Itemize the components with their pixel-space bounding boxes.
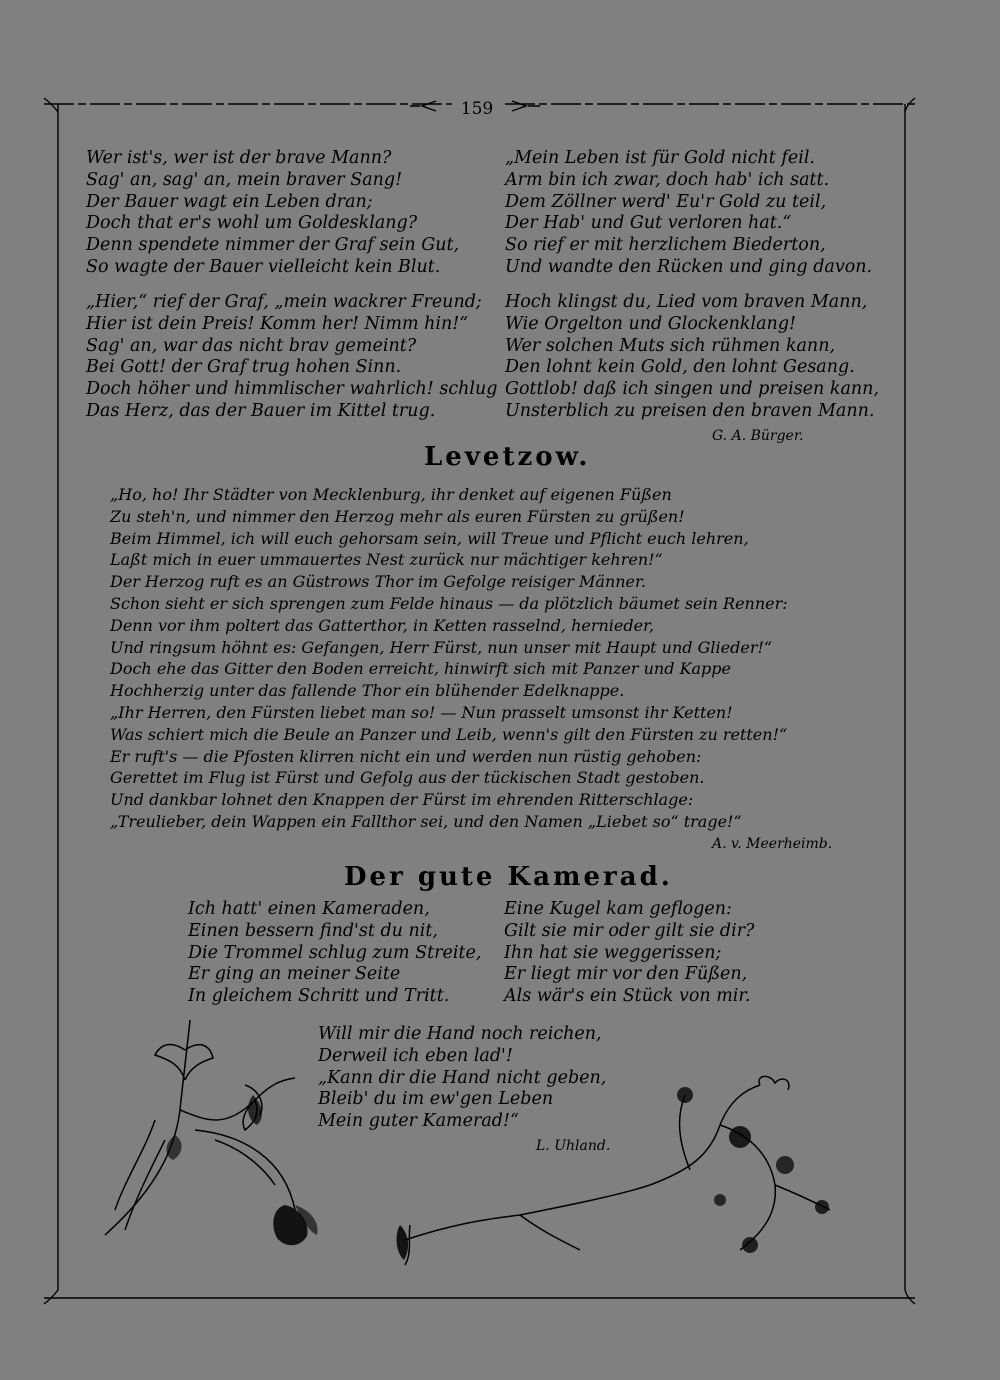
verse-line: Gottlob! daß ich singen und preisen kann, (505, 379, 880, 400)
verse-line: Denn spendete nimmer der Graf sein Gut, (86, 235, 460, 256)
verse-line: Hochherzig unter das fallende Thor ein blühender Edelknappe. (110, 681, 625, 701)
verse-line: So rief er mit herzlichem Biederton, (505, 235, 826, 256)
verse-line: Der Bauer wagt ein Leben dran; (86, 191, 373, 212)
verse-line: Was schiert mich die Beule an Panzer und Leib, wenn's gilt den Fürsten zu retten!“ (110, 724, 788, 744)
poem3-right-stanza (504, 899, 754, 1008)
verse-line: Hier ist dein Preis! Komm her! Nimm hin!“ (86, 313, 469, 334)
verse-line: Er ging an meiner Seite (188, 964, 401, 985)
poem3-author: L. Uhland. (536, 1138, 611, 1154)
verse-line: Beim Himmel, ich will euch gehorsam sein, will Treue und Pflicht euch lehren, (110, 528, 749, 548)
chicory-flower-illustration (390, 1075, 850, 1270)
verse-line: Eine Kugel kam geflogen: (504, 899, 732, 919)
verse-line: Doch that er's wohl um Goldesklang? (86, 213, 418, 234)
verse-line: Wer ist's, wer ist der brave Mann? (86, 148, 392, 168)
verse-line: Wie Orgelton und Glockenklang! (505, 313, 797, 334)
poem2-title: Levetzow. (424, 442, 591, 472)
verse-line: Bleib' du im ew'gen Leben (318, 1089, 554, 1110)
snowdrop-flower-illustration (95, 1010, 345, 1250)
verse-line: In gleichem Schritt und Tritt. (188, 986, 450, 1007)
verse-line: Will mir die Hand noch reichen, (318, 1024, 602, 1044)
page-number: 159 (460, 99, 494, 119)
verse-line: Denn vor ihm poltert das Gatterthor, in Ketten rasselnd, hernieder, (110, 615, 655, 635)
poem1-left-stanza-1 (86, 148, 459, 279)
verse-line: Unsterblich zu preisen den braven Mann. (505, 400, 875, 421)
verse-line: „Kann dir die Hand nicht geben, (318, 1067, 607, 1088)
verse-line: Hoch klingst du, Lied vom braven Mann, (505, 292, 868, 312)
verse-line: Und wandte den Rücken und ging davon. (505, 256, 873, 277)
verse-line: Sag' an, sag' an, mein braver Sang! (86, 169, 403, 190)
verse-line: Die Trommel schlug zum Streite, (188, 942, 482, 963)
verse-line: Doch höher und himmlischer wahrlich! schlug (86, 379, 498, 400)
verse-line: „Ho, ho! Ihr Städter von Mecklenburg, ihr denket auf eigenen Füßen (110, 485, 672, 504)
verse-line: Und ringsum höhnt es: Gefangen, Herr Fürst, nun unser mit Haupt und Glieder!“ (110, 637, 773, 657)
verse-line: „Treulieber, dein Wappen ein Fallthor sei, und den Namen „Liebet so“ trage!“ (110, 811, 742, 831)
verse-line: Sag' an, war das nicht brav gemeint? (86, 335, 417, 356)
verse-line: Mein guter Kamerad!“ (318, 1111, 519, 1132)
poem2-author: A. v. Meerheimb. (712, 836, 833, 852)
verse-line: Dem Zöllner werd' Eu'r Gold zu teil, (505, 191, 827, 212)
verse-line: Ihn hat sie weggerissen; (504, 942, 722, 963)
verse-line: Doch ehe das Gitter den Boden erreicht, hinwirft sich mit Panzer und Kappe (110, 659, 732, 679)
verse-line: Laßt mich in euer ummauertes Nest zurück nur mächtiger kehren!“ (110, 550, 663, 570)
verse-line: Einen bessern find'st du nit, (188, 920, 438, 941)
poem1-left-stanza-2 (86, 292, 498, 423)
verse-line: Zu steh'n, und nimmer den Herzog mehr als euren Fürsten zu grüßen! (110, 506, 685, 526)
verse-line: Der Herzog ruft es an Güstrows Thor im Gefolge reisiger Männer. (110, 572, 646, 592)
verse-line: „Mein Leben ist für Gold nicht feil. (505, 148, 815, 168)
verse-line: „Ihr Herren, den Fürsten liebet man so! — Nun prasselt umsonst ihr Ketten! (110, 702, 733, 722)
verse-line: Arm bin ich zwar, doch hab' ich satt. (505, 169, 830, 190)
verse-line: Das Herz, das der Bauer im Kittel trug. (86, 400, 436, 421)
poem1-author: G. A. Bürger. (712, 428, 804, 444)
verse-line: Gilt sie mir oder gilt sie dir? (504, 920, 755, 941)
verse-line: Bei Gott! der Graf trug hohen Sinn. (86, 357, 402, 378)
poem3-left-stanza (188, 899, 481, 1008)
verse-line: Als wär's ein Stück von mir. (504, 986, 751, 1007)
verse-line: Ich hatt' einen Kameraden, (188, 899, 430, 919)
poem3-title: Der gute Kamerad. (344, 862, 673, 892)
verse-line: Und dankbar lohnet den Knappen der Fürst im ehrenden Ritterschlage: (110, 790, 694, 810)
verse-line: Wer solchen Muts sich rühmen kann, (505, 335, 836, 356)
verse-line: „Hier,“ rief der Graf, „mein wackrer Freund; (86, 292, 482, 312)
verse-line: Den lohnt kein Gold, den lohnt Gesang. (505, 357, 855, 378)
verse-line: Er liegt mir vor den Füßen, (504, 964, 748, 985)
verse-line: Er ruft's — die Pfosten klirren nicht ein und werden nun rüstig gehoben: (110, 746, 702, 766)
verse-line: So wagte der Bauer vielleicht kein Blut. (86, 256, 441, 277)
verse-line: Schon sieht er sich sprengen zum Felde hinaus — da plötzlich bäumet sein Renner: (110, 593, 788, 613)
verse-line: Derweil ich eben lad'! (318, 1045, 513, 1066)
poem1-right-stanza-2 (505, 292, 879, 423)
verse-line: Der Hab' und Gut verloren hat.“ (505, 213, 792, 234)
verse-line: Gerettet im Flug ist Fürst und Gefolg aus der tückischen Stadt gestoben. (110, 768, 705, 788)
poem2-body (110, 484, 788, 833)
poem1-right-stanza-1 (505, 148, 872, 279)
